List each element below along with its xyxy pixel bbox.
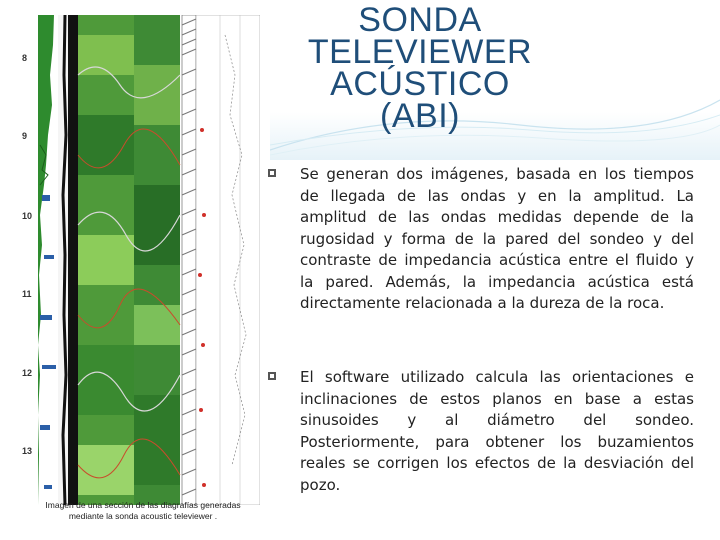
caption-line: mediante la sonda acoustic televiewer . [68, 511, 218, 521]
depth-label: 10 [22, 211, 33, 221]
title-line: (ABI) [380, 97, 460, 135]
slide-title [290, 1, 550, 135]
well-log-image [20, 15, 260, 505]
bullet-icon [268, 169, 276, 177]
bullet-text: Se generan dos imágenes, basada en los tiempos de llegada de las ondas y en la amplitud. La amplitud de las ondas medidas depende de la rugosidad y forma de la pared del sondeo y del contraste de impedancia acústica entre el fluido y la pared. Además, la impedancia acústica está directamente relacionada a la dureza de la roca. [300, 165, 694, 312]
depth-label: 9 [22, 131, 28, 141]
figure-caption [18, 500, 268, 522]
bullet-icon [268, 372, 276, 380]
bullet-text: El software utilizado calcula las orientaciones e inclinaciones de estos planos en base a estas sinusoides y al diámetro del sondeo. Posteriormente, para obtener los buzamientos reales se corrigen los efectos de la desviación del pozo. [300, 368, 694, 494]
title-line: ACÚSTICO [330, 65, 510, 103]
depth-label: 13 [22, 446, 33, 456]
depth-label: 8 [22, 53, 28, 63]
title-line: SONDA [358, 1, 482, 39]
bullet-item [284, 367, 694, 496]
depth-label: 11 [22, 289, 32, 299]
depth-label: 12 [22, 368, 33, 378]
caption-line: Imagen de una sección de las diagrafías generadas [45, 500, 241, 510]
bullet-item [284, 164, 694, 315]
title-line: TELEVIEWER [307, 33, 533, 71]
